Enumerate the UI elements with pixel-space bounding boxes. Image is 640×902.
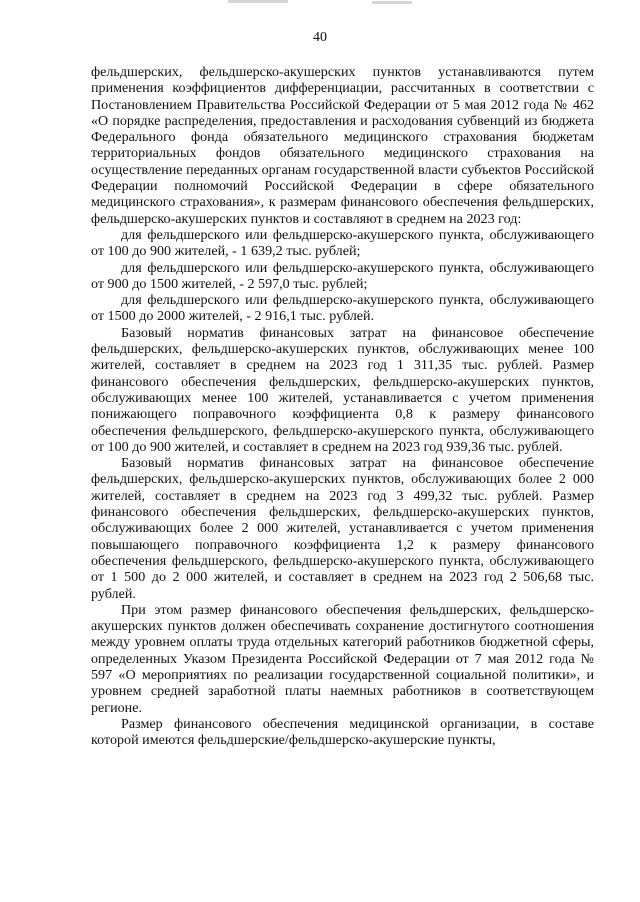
paragraph: Базовый норматив финансовых затрат на финансовое обеспечение фельдшерских, фельдшерско-акушерских пунктов, обслуживающих менее 100 жителей, составляет в среднем на 2023 год 1 311,35 тыс. рублей. Размер финансового обеспечения фельдшерских, фельдшерско-акушерских пунктов, обслуживающих менее 100 жителей, устанавливается с учетом применения понижающего поправочного коэффициента 0,8 к размеру финансового обеспечения фельдшерского, фельдшерско-акушерского пункта, обслуживающего от 100 до 900 жителей, и составляет в среднем на 2023 год 939,36 тыс. рублей. — [91, 324, 594, 455]
paragraph: Базовый норматив финансовых затрат на финансовое обеспечение фельдшерских, фельдшерско-акушерских пунктов, обслуживающих более 2 000 жителей, составляет в среднем на 2023 год 3 499,32 тыс. рублей. Размер финансового обеспечения фельдшерских, фельдшерско-акушерских пунктов, обслуживающих более 2 000 жителей, устанавливается с учетом применения повышающего поправочного коэффициента 1,2 к размеру финансового обеспечения фельдшерского, фельдшерско-акушерского пункта, обслуживающего от 1 500 до 2 000 жителей, и составляет в среднем на 2023 год 2 506,68 тыс. рублей. — [91, 455, 594, 602]
paragraph: для фельдшерского или фельдшерско-акушерского пункта, обслуживающего от 1500 до 2000 жителей, - 2 916,1 тыс. рублей. — [91, 292, 594, 325]
page-number: 40 — [313, 30, 327, 45]
paragraph: для фельдшерского или фельдшерско-акушерского пункта, обслуживающего от 100 до 900 жителей, - 1 639,2 тыс. рублей; — [91, 226, 594, 260]
paragraph: Размер финансового обеспечения медицинской организации, в составе которой имеются фельдшерские/фельдшерско-акушерские пункты, — [91, 715, 594, 749]
scan-artifact — [372, 1, 412, 4]
scan-artifact — [228, 0, 288, 3]
paragraph: для фельдшерского или фельдшерско-акушерского пункта, обслуживающего от 900 до 1500 жителей, - 2 597,0 тыс. рублей; — [91, 259, 594, 292]
paragraph: При этом размер финансового обеспечения фельдшерских, фельдшерско-акушерских пунктов должен обеспечивать сохранение достигнутого соотношения между уровнем оплаты труда отдельных категорий работников бюджетной сферы, определенных Указом Президента Российской Федерации от 7 мая 2012 года № 597 «О мероприятиях по реализации государственной социальной политики», и уровнем средней заработной платы наемных работников в соответствующем регионе. — [91, 601, 594, 716]
paragraph: фельдшерских, фельдшерско-акушерских пунктов устанавливаются путем применения коэффициентов дифференциации, рассчитанных в соответствии с Постановлением Правительства Российской Федерации от 5 мая 2012 года № 462 «О порядке распределения, предоставления и расходования субвенций из бюджета Федерального фонда обязательного медицинского страхования бюджетам территориальных фондов обязательного медицинского страхования на осуществление переданных органам государственной власти субъектов Российской Федерации полномочий Российской Федерации в сфере обязательного медицинского страхования», к размерам финансового обеспечения фельдшерских, фельдшерско-акушерских пунктов и составляют в среднем на 2023 год: — [91, 64, 594, 227]
document-body — [91, 64, 594, 748]
